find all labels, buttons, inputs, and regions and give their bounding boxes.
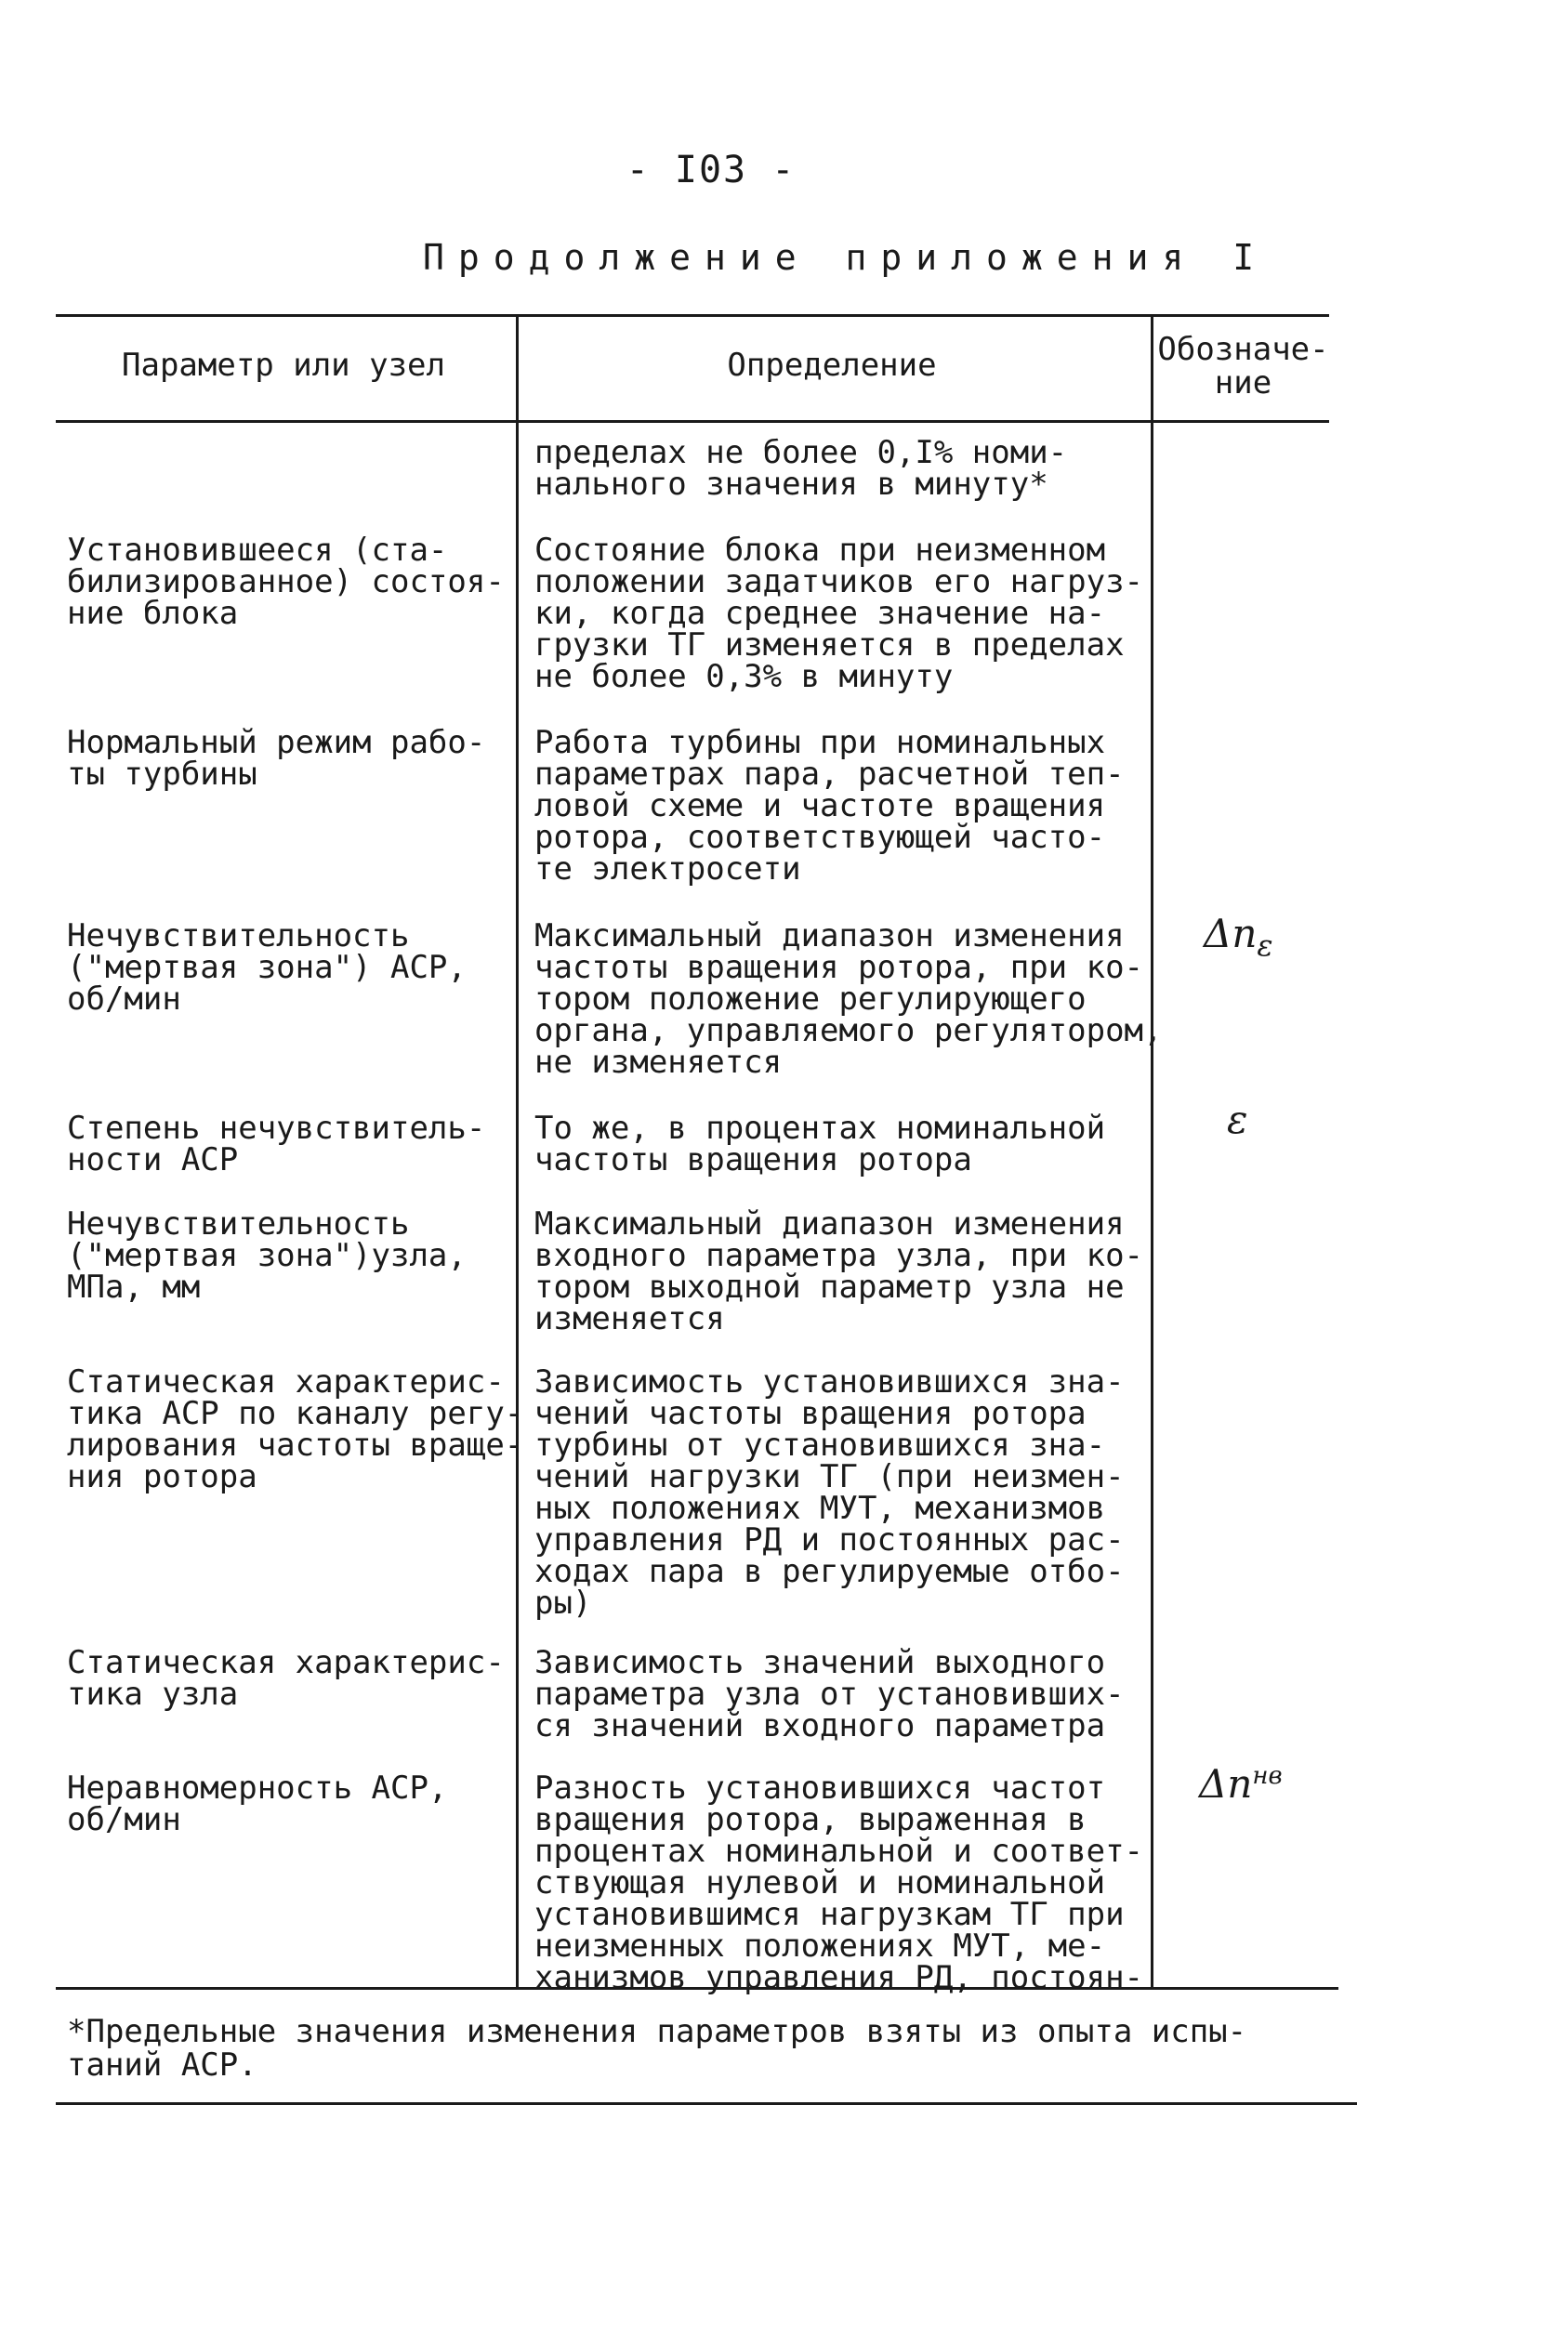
footnote: *Предельные значения изменения параметров взяты из опыта испы- таний АСР. [67, 2013, 1247, 2084]
row-8-definition: Разность установившихся частот вращения ротора, выраженная в процентах номинальной и соответ- ствующая нулевой и номинальной установившимся нагрузкам ТГ при неизменных положениях МУТ, ме- ханизмов управления РД, постоян- [534, 1770, 1144, 1996]
header-param: Параметр или узел [122, 347, 445, 384]
header-symbol: Обозначе- ние [1157, 331, 1329, 401]
row-3-definition: Максимальный диапазон изменения частоты вращения ротора, при ко- тором положение регулирующего органа, управляемого регулятором, не изменяется [534, 917, 1163, 1081]
header-bottom-rule [56, 420, 1329, 423]
row-5-param: Нечувствительность ("мертвая зона")узла, МПа, мм [67, 1205, 467, 1306]
row-1-param: Установившееся (ста- билизированное) состоя- ние блока [67, 532, 505, 632]
row-3-symbol-sub: ε [1257, 928, 1273, 964]
row-3-symbol-base: Δn [1204, 911, 1258, 956]
column-divider-left [516, 316, 519, 1989]
column-divider-right [1151, 316, 1153, 1989]
row-7-definition: Зависимость значений выходного параметра узла от установивших- ся значений входного параметра [534, 1644, 1125, 1744]
row-6-param: Статическая характерис- тика АСР по каналу регу- лирования частоты враще- ния ротора [67, 1363, 524, 1495]
header-definition: Определение [727, 347, 937, 384]
row-7-param: Статическая характерис- тика узла [67, 1644, 505, 1713]
row-2-definition: Работа турбины при номинальных параметрах пара, расчетной теп- ловой схеме и частоте вращения ротора, соответствующей часто- те электросети [534, 724, 1125, 888]
row-3-symbol [1204, 911, 1273, 963]
continuation-title: Продолжение приложения I [423, 237, 1269, 278]
page-number: - I03 - [626, 149, 797, 191]
row-4-param: Степень нечувствитель- ности АСР [67, 1110, 486, 1178]
table-top-rule [56, 314, 1329, 317]
row-5-definition: Максимальный диапазон изменения входного параметра узла, при ко- тором выходной параметр узла не изменяется [534, 1205, 1144, 1337]
row-8-symbol [1199, 1761, 1283, 1807]
row-8-param: Неравномерность АСР, об/мин [67, 1770, 448, 1838]
row-8-symbol-base: Δn [1199, 1761, 1253, 1807]
row-2-param: Нормальный режим рабо- ты турбины [67, 724, 486, 793]
row-0-definition: пределах не более 0,I% номи- нального значения в минуту* [534, 434, 1068, 503]
row-6-definition: Зависимость установившихся зна- чений частоты вращения ротора турбины от установившихся зна- чений нагрузки ТГ (при неизмен- ных положениях МУТ, механизмов управления РД и постоянных рас- ходах пара в регулируемые отбо- ры) [534, 1363, 1125, 1622]
row-4-symbol: ε [1227, 1097, 1248, 1142]
row-4-definition: То же, в процентах номинальной частоты вращения ротора [534, 1110, 1106, 1178]
footnote-rule [56, 2102, 1357, 2105]
row-8-symbol-sup: нв [1252, 1762, 1283, 1790]
row-1-definition: Состояние блока при неизменном положении задатчиков его нагруз- ки, когда среднее значение на- грузки ТГ изменяется в пределах не более 0,3% в минуту [534, 532, 1144, 695]
row-3-param: Нечувствительность ("мертвая зона") АСР, об/мин [67, 917, 467, 1018]
